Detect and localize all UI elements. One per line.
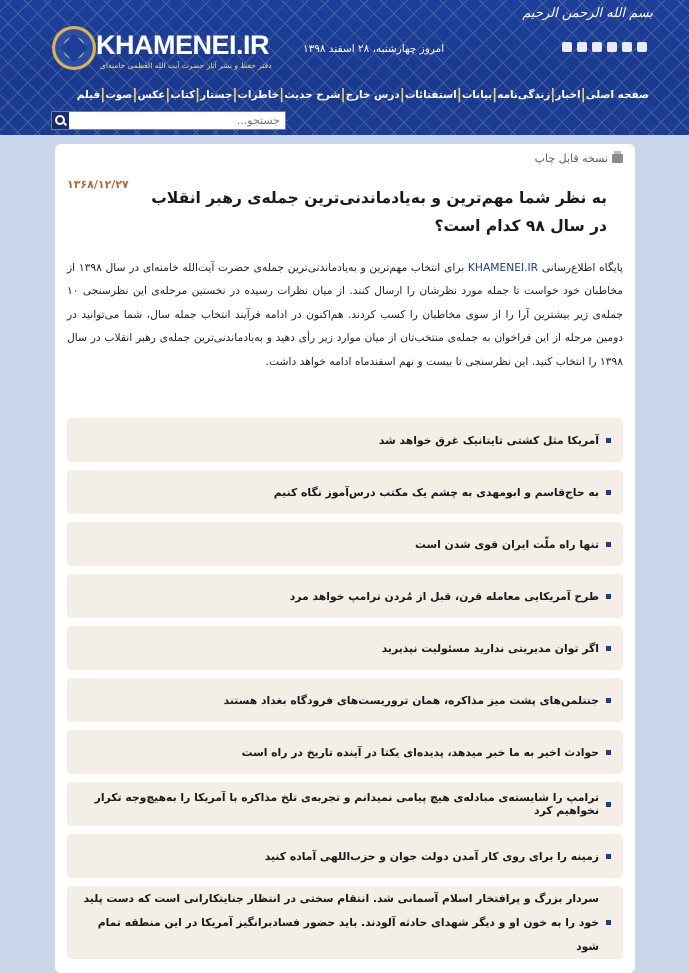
home-icon[interactable] — [562, 42, 572, 52]
bullet-icon — [606, 594, 611, 599]
bullet-icon — [606, 490, 611, 495]
bullet-icon — [606, 750, 611, 755]
nav-separator: | — [165, 87, 171, 103]
nav-item-speeches[interactable]: بیانات — [461, 89, 493, 101]
search-box — [51, 111, 286, 130]
quote-item[interactable] — [67, 470, 623, 514]
quote-text: حوادث اخیر به ما خبر میدهد، پدیده‌ای یکتا در آینده تاریخ در راه است — [241, 745, 599, 759]
nav-item-fatwas[interactable]: استفتائات — [404, 89, 457, 101]
nav-item-biography[interactable]: زندگی‌نامه — [497, 89, 551, 101]
bullet-icon — [606, 438, 611, 443]
quote-item[interactable] — [67, 886, 623, 959]
nav-item-memoirs[interactable]: خاطرات — [237, 89, 280, 101]
search-icon[interactable] — [52, 112, 69, 129]
quote-text: تنها راه ملّت ایران قوی شدن است — [415, 537, 599, 551]
nav-item-hadith[interactable]: شرح حدیث — [284, 89, 341, 101]
nav-item-home[interactable]: صفحه اصلی — [585, 89, 649, 101]
nav-separator: | — [399, 87, 405, 103]
site-header — [0, 0, 689, 135]
print-label: نسخه قابل چاپ — [534, 152, 608, 165]
nav-item-books[interactable]: کتاب — [170, 89, 196, 101]
quote-item[interactable] — [67, 522, 623, 566]
mail-icon[interactable] — [607, 42, 617, 52]
quote-text: جنتلمن‌های پشت میز مذاکره، همان تروریست‌های فرودگاه بغداد هستند — [223, 693, 599, 707]
main-nav — [76, 83, 649, 107]
site-link[interactable]: KHAMENEI.IR — [467, 261, 539, 274]
article-title: به نظر شما مهم‌ترین و به‌یادماندنی‌ترین جمله‌ی رهبر انقلاب در سال ۹۸ کدام است؟ — [151, 189, 607, 235]
logo-emblem-icon[interactable] — [52, 26, 96, 70]
article-intro — [67, 256, 623, 373]
logo-subtitle: دفتر حفظ و نشر آثار حضرت آیت الله العظمی خامنه‌ای — [100, 61, 272, 70]
intro-text-after: برای انتخاب مهم‌ترین و به‌یادماندنی‌ترین جمله‌ی حضرت آیت‌الله خامنه‌ای در سال ۱۳۹۸ از مخاطبان خود خواست تا جمله مورد نظرشان را ارسال کنند. از میان نظرات رسیده در نخستین مرحله‌ی این نظرسنجی ۱۰ جمله‌ی زیر بیشترین آرا را از سوی مخاطبان را کسب کردند. هم‌اکنون در ادامه فرآیند انتخاب جمله سال، شما می‌توانید در دومین مرحله از این فراخوان به جمله‌ی منتخب‌تان از میان موارد زیر رأی دهید و به‌یادماندنی‌ترین جمله‌ی رهبر انقلاب در سال ۱۳۹۸ را انتخاب کنید. این نظرسنجی تا بیست و نهم اسفندماه ادامه خواهد داشت. — [67, 261, 623, 368]
quote-item[interactable] — [67, 626, 623, 670]
nav-separator: | — [580, 87, 586, 103]
info-icon[interactable] — [577, 42, 587, 52]
quote-item[interactable] — [67, 834, 623, 878]
nav-separator: | — [456, 87, 462, 103]
content-panel — [55, 144, 635, 973]
quote-text: ترامپ را شایسته‌ی مبادله‌ی هیچ پیامی نمیدانم و تجربه‌ی تلخ مذاکره با آمریکا را به‌هیچ‌وجه تکرار نخواهیم کرد — [94, 791, 599, 817]
search-input[interactable] — [70, 112, 283, 129]
header-tool-icons — [562, 42, 647, 52]
bullet-icon — [606, 646, 611, 651]
rss-icon[interactable] — [592, 42, 602, 52]
printer-icon — [612, 154, 623, 163]
mobile-icon[interactable] — [622, 42, 632, 52]
quote-text: سردار بزرگ و پرافتخار اسلام آسمانی شد. انتقام سختی در انتظار جنایتکارانی است که دست پلید خود را به خون او و دیگر شهدای حادثه آلودند. باید حضور فسادبرانگیز آمریکا در این منطقه تمام شود — [83, 891, 599, 953]
bullet-icon — [606, 802, 611, 807]
quote-text: به حاج‌قاسم و ابومهدی به چشم یک مکتب درس‌آموز نگاه کنیم — [273, 485, 599, 499]
bullet-icon — [606, 542, 611, 547]
quote-text: آمریکا مثل کشتی تایتانیک غرق خواهد شد — [378, 433, 599, 447]
quote-item[interactable] — [67, 574, 623, 618]
nav-separator: | — [550, 87, 556, 103]
intro-text-before: پایگاه اطلاع‌رسانی — [538, 261, 623, 274]
nav-separator: | — [132, 87, 138, 103]
bullet-icon — [606, 698, 611, 703]
nav-item-photos[interactable]: عکس — [137, 89, 166, 101]
bullet-icon — [606, 920, 611, 925]
quote-item[interactable] — [67, 418, 623, 462]
nav-separator: | — [492, 87, 498, 103]
bullet-icon — [606, 854, 611, 859]
nav-item-news[interactable]: اخبار — [555, 89, 581, 101]
quote-item[interactable] — [67, 730, 623, 774]
nav-separator: | — [100, 87, 106, 103]
nav-item-essays[interactable]: جستار — [200, 89, 233, 101]
bismillah-text: بسم الله الرحمن الرحیم — [522, 6, 653, 21]
quote-text: طرح آمریکایی معامله قرن، قبل از مُردن ترامپ خواهد مرد — [289, 589, 599, 603]
nav-item-lessons[interactable]: درس خارج — [345, 89, 400, 101]
quote-list — [67, 418, 623, 967]
site-logo[interactable]: KHAMENEI.IR — [96, 30, 270, 60]
quote-text: زمینه را برای روی کار آمدن دولت جوان و حزب‌اللهی آماده کنید — [264, 849, 599, 863]
nav-separator: | — [340, 87, 346, 103]
contact-icon[interactable] — [637, 42, 647, 52]
nav-separator: | — [195, 87, 201, 103]
quote-item[interactable] — [67, 678, 623, 722]
quote-item[interactable] — [67, 782, 623, 826]
quote-text: اگر توان مدیریتی ندارید مسئولیت نپذیرید — [381, 641, 599, 655]
print-link[interactable] — [535, 152, 623, 165]
nav-item-video[interactable]: فیلم — [76, 89, 101, 101]
nav-separator: | — [232, 87, 238, 103]
nav-separator: | — [279, 87, 285, 103]
article-date: ۱۳۶۸/۱۲/۲۷ — [67, 178, 129, 191]
nav-item-audio[interactable]: صوت — [105, 89, 133, 101]
today-date: امروز چهارشنبه، ۲۸ اسفند ۱۳۹۸ — [303, 43, 445, 55]
